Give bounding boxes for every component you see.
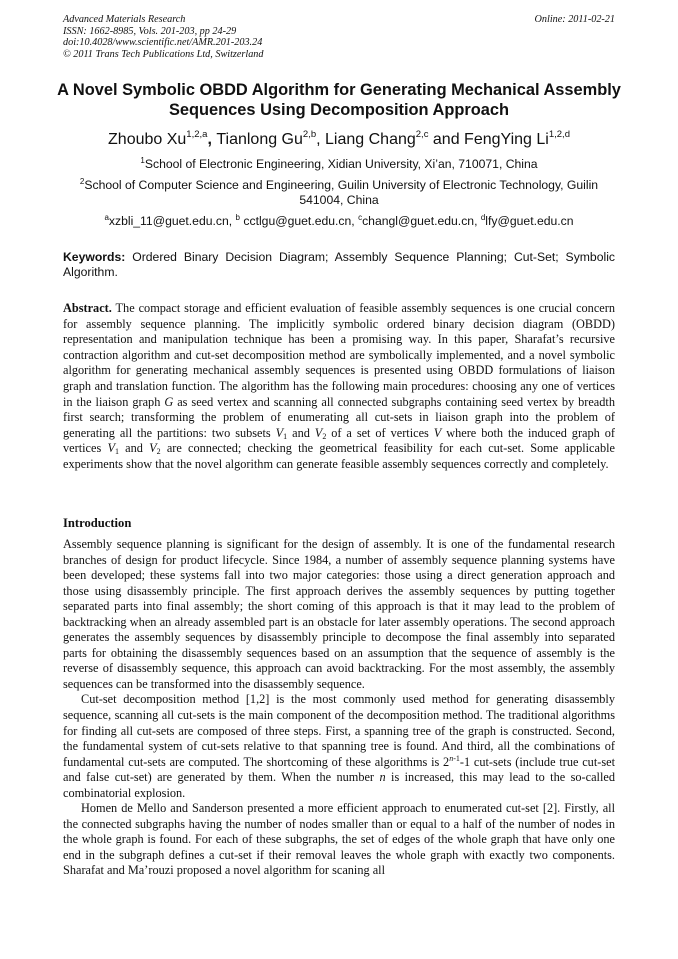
copyright-line: © 2011 Trans Tech Publications Ltd, Switzerland xyxy=(63,48,264,60)
affiliation-sup: 1 xyxy=(140,156,145,165)
email-link[interactable]: xzbli_11@guet.edu.cn, xyxy=(108,214,236,228)
abstract-text: and xyxy=(287,425,315,440)
math-symbol: V xyxy=(149,441,157,456)
keywords-label: Keywords: xyxy=(63,250,126,264)
abstract-text: of a set of vertices xyxy=(326,425,434,440)
abstract-text: where both the induced graph of vertices xyxy=(63,425,615,456)
abstract-section xyxy=(63,301,615,473)
math-superscript-text: -1 xyxy=(453,753,460,763)
abstract-text: as seed vertex and scanning all connected subgraphs containing seed vertex by breadth first search; transforming the problem of enumerating all cut-sets in liaison graph into the problem of generating all the partitions: two subsets xyxy=(63,394,615,440)
author-name: Liang Chang xyxy=(325,131,416,148)
author-sup: 2,c xyxy=(415,129,429,140)
title-line-2: Sequences Using Decomposition Approach xyxy=(168,101,509,119)
author-name: FengYing Li xyxy=(464,131,549,148)
email-sup: b xyxy=(235,213,240,222)
keywords-section xyxy=(63,250,615,280)
page-header xyxy=(63,14,615,60)
email-link[interactable]: changl@guet.edu.cn, xyxy=(362,214,481,228)
author-name: Tianlong Gu xyxy=(216,131,303,148)
math-symbol: G xyxy=(164,394,174,409)
math-subscript: 1 xyxy=(283,431,288,441)
math-subscript: 2 xyxy=(322,431,327,441)
affiliation-text: School of Electronic Engineering, Xidian University, Xi’an, 710071, China xyxy=(144,157,538,171)
affiliation-1 xyxy=(40,157,638,172)
issn-line: ISSN: 1662-8985, Vols. 201-203, pp 24-29 xyxy=(63,25,237,37)
math-symbol: n xyxy=(379,770,386,785)
email-list xyxy=(40,214,638,229)
introduction-body xyxy=(63,537,615,879)
keywords-text: Ordered Binary Decision Diagram; Assembly Sequence Planning; Cut-Set; Symbolic Algorithm. xyxy=(63,250,616,279)
email-link[interactable]: lfy@guet.edu.cn xyxy=(485,214,574,228)
author-name: Zhoubo Xu xyxy=(108,131,187,148)
author-separator: , xyxy=(316,131,326,148)
author-separator: , xyxy=(207,131,217,148)
math-symbol: V xyxy=(107,441,115,456)
math-symbol: V xyxy=(275,425,284,440)
journal-name: Advanced Materials Research xyxy=(63,14,186,25)
paragraph-text: Cut-set decomposition method [1,2] is the most commonly used method for generating disassembly sequence, scanning all cut-sets is the main component of the decomposition method. The traditional algorithms for finding all cut-sets are composed of three steps. First, a spanning tree of the graph is constructed. Second, the fundamental system of cut-sets relative to that spanning tree is found. And third, all the combinations of fundamental cut-sets are computed. The shortcoming of these algorithms is 2 xyxy=(63,692,615,769)
paragraph xyxy=(63,692,615,801)
math-symbol: n xyxy=(449,753,454,763)
math-subscript: 1 xyxy=(114,447,119,457)
section-heading: Introduction xyxy=(63,516,132,530)
author-separator: and xyxy=(428,131,465,148)
math-symbol: V xyxy=(433,425,442,440)
paragraph: Homen de Mello and Sanderson presented a more efficient approach to enumerated cut-set [2]. Firstly, all the connected subgraphs having the number of nodes smaller than or equal to a half of the number of nodes in the whole graph is found. For each of these subgraphs, the set of edges of the whole graph that have only one end in the subgraph defines a cut-set if their removal leaves the whole graph with exactly two components. Sharafat and Ma’rouzi proposed a novel algorithm for scaning all xyxy=(63,801,615,878)
abstract-text: and xyxy=(118,441,150,456)
email-link[interactable]: cctlgu@guet.edu.cn, xyxy=(240,214,359,228)
affiliation-2 xyxy=(63,178,615,208)
author-sup: 1,2,d xyxy=(548,129,570,140)
paragraph-text: -1 cut-sets (include true cut-set and false cut-set) are generated by them. When the number xyxy=(63,754,615,785)
email-sup: a xyxy=(104,213,109,222)
author-sup: 1,2,a xyxy=(186,129,208,140)
title-line-1: A Novel Symbolic OBDD Algorithm for Generating Mechanical Assembly xyxy=(57,81,621,99)
author-list xyxy=(40,130,638,150)
affiliation-text: School of Computer Science and Engineering, Guilin University of Electronic Technology, Guilin 541004, China xyxy=(84,178,599,207)
paragraph: Assembly sequence planning is significant for the design of assembly. It is one of the fundamental research branches of design for product lifecycle. Since 1984, a number of assembly sequence planning systems have been developed; these systems fall into two major categories: those using a direct generation approach and those using disassembly principle. The first approach derives the assembly sequences by putting together separated parts into final assembly; the short coming of this approach is that it may lead to the problem of backtracking when an already assembled part is an obstacle for later assembly operations. The second approach generates the assembly sequences by disassembly principle to decompose the final assembly into separated parts for obtaining the disassembly sequences based on an assumption that the sequence of assembly is the reverse of disassembly sequence, this approach can avoid backtracking. For the most assembly, the assembly sequences can be transformed into the disassembly sequence. xyxy=(63,537,615,691)
math-symbol: V xyxy=(314,425,323,440)
paper-title xyxy=(40,80,638,120)
abstract-label: Abstract. xyxy=(63,301,112,315)
author-sup: 2,b xyxy=(302,129,317,140)
abstract-text: are connected; checking the geometrical feasibility for each cut-set. Some applicable experiments show that the novel algorithm can generate feasible assembly sequences correctly and completely. xyxy=(63,441,615,471)
online-date: Online: 2011-02-21 xyxy=(534,14,615,25)
email-sup: d xyxy=(480,213,486,222)
email-sup: c xyxy=(358,213,363,222)
math-superscript xyxy=(449,754,460,763)
paragraph-text: is increased, this may lead to the so-called combinatorial explosion. xyxy=(63,770,615,800)
abstract-text: The compact storage and efficient evaluation of feasible assembly sequences is one crucial concern for assembly sequence planning. The implicitly symbolic ordered binary decision diagram (OBDD) representation and manipulation technique has been a promising way. In this paper, Sharafat’s recursive contraction algorithm and cut-set decomposition method are symbolically implemented, and a novel symbolic algorithm for generating mechanical assembly sequences is presented using OBDD formulations of liaison graph and translation function. The algorithm has the following main procedures: choosing any one of vertices in the liaison graph xyxy=(63,301,615,409)
doi-line[interactable]: doi:10.4028/www.scientific.net/AMR.201-203.24 xyxy=(63,37,263,49)
affiliation-sup: 2 xyxy=(79,177,85,186)
math-subscript: 2 xyxy=(156,447,161,457)
